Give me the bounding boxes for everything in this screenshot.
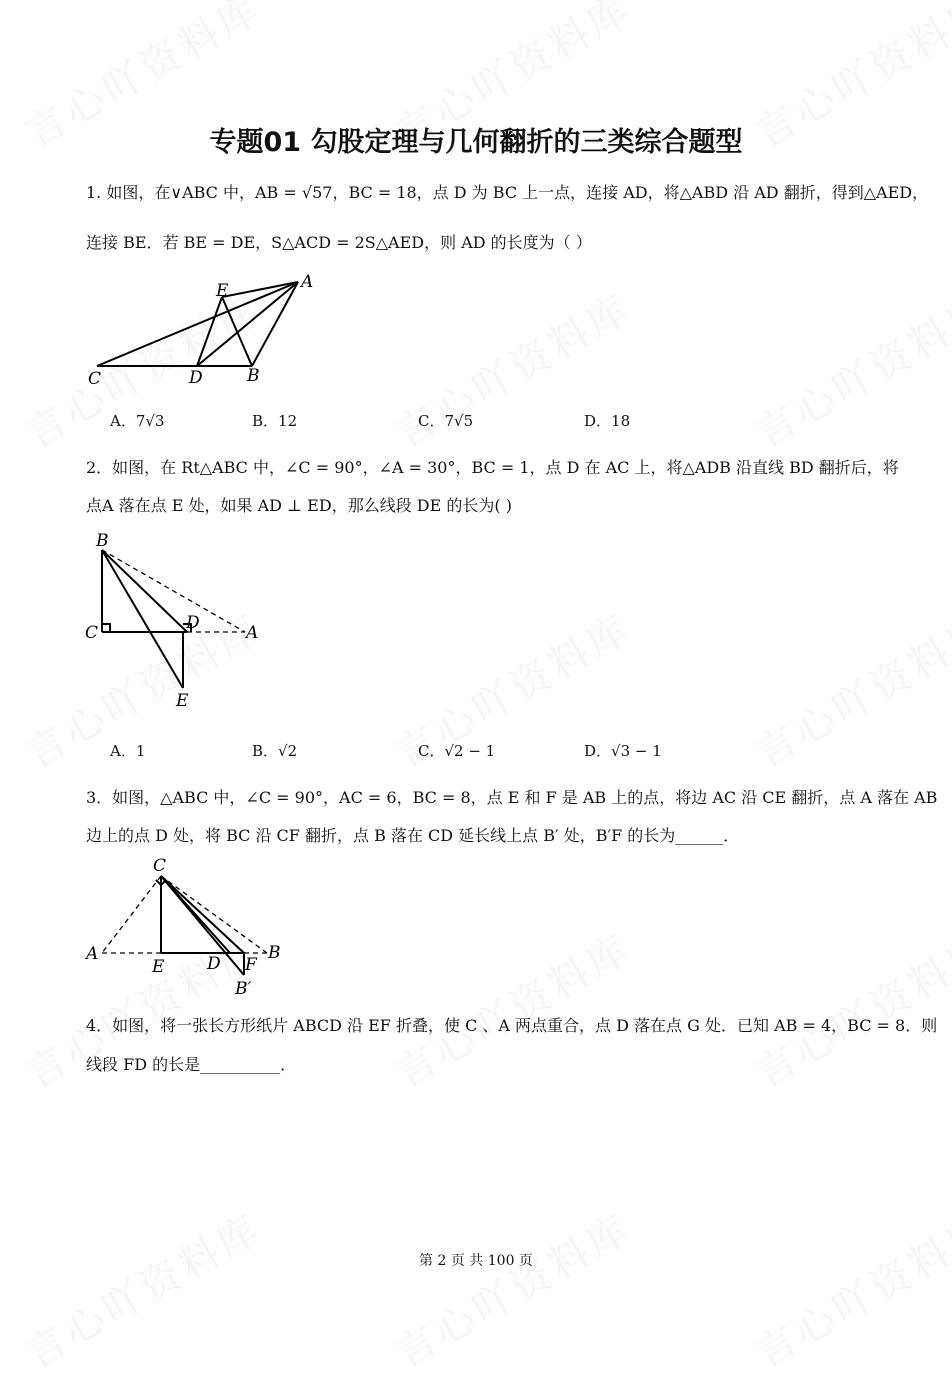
watermark: [383, 278, 640, 459]
q1-label-C: C: [88, 369, 102, 389]
q1-text-line2: 连接 BE．若 BE = DE，S△ACD = 2S△AED，则 AD 的长度为（ ）: [86, 233, 592, 252]
q2-option-a: A．1: [110, 742, 146, 760]
q3-label-A: A: [86, 944, 99, 964]
page-footer: 第 2 页 共 100 页: [419, 1253, 533, 1269]
q2-label-D: D: [186, 613, 200, 633]
q3-text-line1: 3．如图，△ABC 中，∠C = 90°，AC = 6，BC = 8，点 E 和 F 是 AB 上的点，将边 AC 沿 CE 翻折，点 A 落在 AB: [86, 788, 938, 807]
q2-label-C: C: [85, 623, 99, 643]
q3-label-E: E: [152, 957, 165, 977]
watermark: [743, 278, 952, 459]
q1-option-c: C．7√5: [418, 412, 474, 430]
q4-text-line1: 4．如图，将一张长方形纸片 ABCD 沿 EF 折叠，使 C 、A 两点重合，点 D 落在点 G 处．已知 AB = 4，BC = 8．则: [86, 1016, 938, 1035]
q1-option-d: D．18: [584, 412, 631, 430]
q1-figure: [80, 270, 330, 395]
q1-text-line1: 1. 如图，在∨ABC 中，AB = √57，BC = 18，点 D 为 BC 上一点，连接 AD，将△ABD 沿 AD 翻折，得到△AED，: [86, 183, 929, 202]
q2-figure: [80, 528, 280, 718]
q2-option-c: C．√2 − 1: [418, 742, 496, 760]
q1-option-b: B．12: [252, 412, 298, 430]
q3-label-D: D: [207, 954, 221, 974]
watermark: [743, 1198, 952, 1379]
q3-label-C: C: [153, 856, 167, 876]
watermark: [383, 918, 640, 1099]
q2-option-d: D．√3 − 1: [584, 742, 662, 760]
q1-label-D: D: [189, 368, 203, 388]
watermark: [13, 1198, 270, 1379]
q1-label-A: A: [301, 272, 314, 292]
q4-text-line2: 线段 FD 的长是__________．: [86, 1055, 297, 1074]
q1-label-B: B: [247, 366, 260, 386]
q1-label-E: E: [216, 281, 229, 301]
watermark: [383, 1198, 640, 1379]
watermark: [743, 918, 952, 1099]
page-title: 专题01 勾股定理与几何翻折的三类综合题型: [209, 127, 743, 158]
q2-label-A: A: [246, 623, 259, 643]
q3-label-B: B: [268, 943, 281, 963]
q2-text-line2: 点A 落在点 E 处，如果 AD ⊥ ED，那么线段 DE 的长为( ): [86, 496, 512, 515]
q3-label-F: F: [245, 955, 257, 975]
q2-option-b: B．√2: [252, 742, 298, 760]
q2-text-line1: 2．如图，在 Rt△ABC 中，∠C = 90°，∠A = 30°，BC = 1，点 D 在 AC 上，将△ADB 沿直线 BD 翻折后，将: [86, 458, 899, 477]
watermark: [743, 598, 952, 779]
q3-label-Bprime: B′: [235, 979, 252, 999]
q2-label-E: E: [176, 691, 189, 711]
q2-label-B: B: [96, 531, 109, 551]
q3-figure: [80, 852, 300, 1002]
q3-text-line2: 边上的点 D 处，将 BC 沿 CF 翻折，点 B 落在 CD 延长线上点 B′ 处，B′F 的长为______．: [86, 826, 740, 845]
q1-option-a: A．7√3: [110, 412, 165, 430]
